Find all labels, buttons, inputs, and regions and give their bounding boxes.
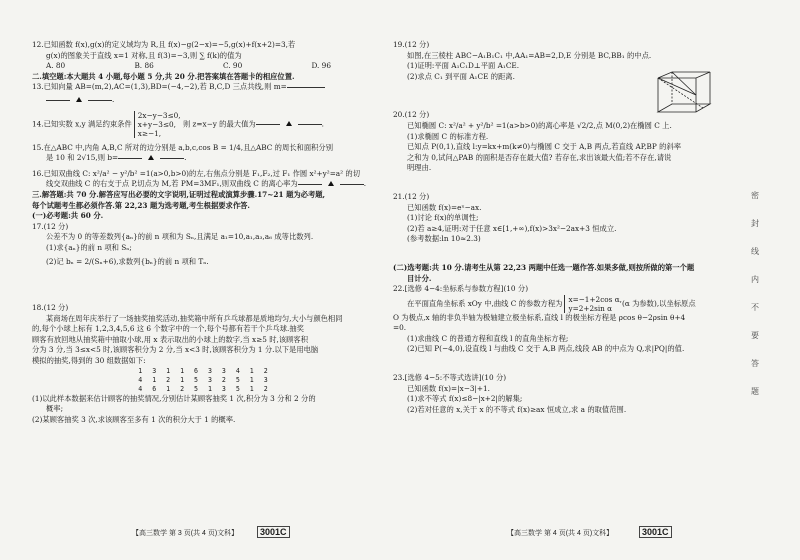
constraint-3: x≥−1,	[137, 128, 162, 138]
question-14: 14.已知实数 x,y 满足约束条件 2x−y−3≤0, x+y−3≤0, x≥−1, 则 z=x−y 的最大值为 .	[32, 110, 324, 138]
margin-char: 题	[751, 387, 759, 396]
parametric-system	[564, 295, 622, 313]
question-22-polar-end: =0.	[393, 323, 407, 333]
binding-margin	[748, 40, 766, 520]
triangle-icon	[76, 97, 82, 102]
question-18-stem-3: 顾客有放回地从抽奖箱中抽取小球,用 x 表示取出的小球上的数字,当 x≥5 时,该顾客积	[32, 334, 309, 344]
spacer	[32, 285, 377, 303]
question-21-part2: (2)若 a≥4,证明:对于任意 x∈[1,+∞),f(x)>3x²−2ax+3 恒成立.	[407, 223, 617, 233]
question-13	[32, 82, 377, 93]
question-18-header: 18.(12 分)	[32, 303, 69, 313]
question-21-part1: (1)讨论 f(x)的单调性;	[407, 213, 479, 223]
section-3-heading: 三.解答题:共 70 分.解答应写出必要的文字说明,证明过程或演算步骤.17~21 题为必考题,	[32, 189, 326, 199]
question-19-stem: 如图,在三棱柱 ABC−A₁B₁C₁ 中,AA₁=AB=2,D,E 分别是 BC,BB₁ 的中点.	[407, 50, 652, 60]
question-20-stem: 已知椭圆 C: x²/a² + y²/b² =1(a>b>0)的离心率是 √2/2,点 M(0,2)在椭圆 C 上.	[407, 120, 672, 130]
spacer	[32, 267, 377, 285]
question-22-part1: (1)求曲线 C 的普通方程和直线 l 的直角坐标方程;	[407, 333, 569, 343]
triangle-icon	[328, 181, 334, 186]
prism-figure	[652, 70, 716, 120]
question-16-tail: 线交双曲线 C 的右支于点 P,切点为 M,若 PM=3MF₁,则双曲线 C 的离心率为	[46, 179, 298, 189]
question-15: 15.在△ABC 中,内角 A,B,C 所对的边分别是 a,b,c,cos B = 1/4,且△ABC 的周长和面积分别	[32, 142, 334, 152]
question-19-part1: (1)证明:平面 A₁C₁D⊥平面 A₁CE.	[407, 61, 520, 71]
question-14-tail: 则 z=x−y 的最大值为	[182, 119, 256, 129]
answer-blank	[340, 184, 364, 185]
question-20-part2-end: 明理由.	[407, 163, 432, 173]
constraint-system	[134, 111, 181, 138]
exam-code: 3001C	[257, 526, 290, 538]
question-16: 16.已知双曲线 C: x²/a² − y²/b² =1(a>0,b>0)的左,右焦点分别是 F₁,F₂,过 F₁ 作圆 x²+y²=a² 的切	[32, 168, 360, 178]
answer-blank	[46, 100, 70, 101]
margin-char: 要	[751, 331, 759, 340]
margin-char: 答	[751, 359, 759, 368]
question-23-header: 23.[选修 4−5:不等式选讲](10 分)	[393, 373, 507, 383]
question-17-part1: (1)求{aₙ}的前 n 项和 Sₙ;	[46, 242, 132, 252]
question-13-blank-line: .	[32, 95, 377, 106]
question-22-stem	[393, 295, 711, 313]
spacer	[393, 245, 711, 263]
question-18-part1: (1)以此样本数据来估计顾客的抽奖情况,分别估计某顾客抽奖 1 次,积分为 3 分和 2 分的	[32, 393, 316, 403]
answer-blank	[88, 100, 112, 101]
answer-blank	[298, 184, 322, 185]
margin-char: 线	[751, 247, 759, 256]
prism-base	[658, 104, 710, 112]
option-a: A. 80	[46, 61, 66, 71]
answer-blank	[160, 158, 184, 159]
data-table	[32, 367, 377, 394]
question-13-text: 13.已知向量 AB=(m,2),AC=(1,3),BD=(−4,−2),若 B,C,D 三点共线,则 m=	[32, 82, 287, 92]
question-19-header: 19.(12 分)	[393, 40, 430, 49]
question-21-header: 21.(12 分)	[393, 191, 430, 201]
question-21-note: (参考数据:ln 10≈2.3)	[407, 234, 481, 244]
question-17-part2: (2)记 bₙ = 2/(Sₙ+6),求数列{bₙ}的前 n 项和 Tₙ.	[46, 256, 209, 266]
margin-char: 不	[751, 303, 759, 312]
question-16-cont: 线交双曲线 C 的右支于点 P,切点为 M,若 PM=3MF₁,则双曲线 C 的离心率为 .	[46, 179, 367, 189]
question-19-part2: (2)求点 C₁ 到平面 A₁CE 的距离.	[407, 71, 515, 81]
page-3	[32, 40, 377, 555]
margin-char: 内	[751, 275, 759, 284]
question-20-header: 20.(12 分)	[393, 110, 430, 120]
question-18-stem-4: 分为 3 分,当 3≤x<5 时,该顾客积分为 2 分,当 x<3 时,该顾客积分为 1 分.以下是用电脑	[32, 345, 319, 355]
exam-code: 3001C	[639, 526, 672, 538]
constraint-2: x+y−3≤0,	[137, 119, 176, 129]
margin-char: 密	[751, 191, 759, 200]
answer-blank	[256, 124, 280, 125]
question-12: 12.已知函数 f(x),g(x)的定义域均为 R,且 f(x)−g(2−x)=−5,g(x)+f(x+2)=3,若	[32, 40, 296, 49]
spacer	[393, 174, 711, 192]
question-17-header: 17.(12 分)	[32, 221, 69, 231]
question-15-cont: 是 10 和 2√15,则 b= .	[46, 153, 187, 163]
question-23-part2: (2)若对任意的 x,关于 x 的不等式 f(x)≥ax 恒成立,求 a 的取值范围.	[407, 404, 627, 414]
data-row: 1 3 1 1 6 3 3 4 1 2	[138, 366, 271, 375]
answer-blank	[287, 87, 325, 88]
question-22-part2: (2)已知 P(−4,0),设直线 l 与曲线 C 交于 A,B 两点,线段 AB 的中点为 Q,求|PQ|的值.	[407, 344, 685, 354]
footer-page-3: 【高三数学 第 3 页(共 4 页)文科】	[132, 530, 239, 537]
margin-char: 封	[751, 219, 759, 228]
param-y: y=2+2sin α	[568, 303, 613, 313]
section-3-heading-cont: 每个试题考生都必须作答.第 22,23 题为选考题,考生根据要求作答.	[32, 200, 250, 210]
question-12-cont: g(x)的图象关于直线 x=1 对称,且 f(3)=−3,则 ∑ f(k)的值为	[46, 50, 242, 60]
triangle-icon	[286, 121, 292, 126]
answer-blank	[118, 158, 142, 159]
question-18-stem-2: 的,每个小球上标有 1,2,3,4,5,6 这 6 个数字中的一个,每个号都有若干个乒乓球.抽奖	[32, 324, 304, 334]
question-21-stem: 已知函数 f(x)=eˣ−ax.	[407, 202, 482, 212]
question-18-part1-cont: 概率;	[46, 404, 64, 414]
prism-diagonal	[658, 78, 696, 95]
data-row: 4 6 1 2 5 1 3 5 1 2	[138, 384, 271, 393]
prism-top	[658, 72, 710, 78]
question-20-part2: 已知点 P(0,1),直线 l:y=kx+m(k≠0)与椭圆 C 交于 A,B 两点,若直线 AP,BP 的斜率	[407, 142, 682, 152]
option-d: D. 96	[311, 61, 331, 71]
footer-page-4: 【高三数学 第 4 页(共 4 页)文科】	[507, 530, 614, 537]
question-12-options	[32, 61, 377, 72]
question-20-part1: (1)求椭圆 C 的标准方程.	[407, 131, 489, 141]
option-c: C. 90	[222, 61, 243, 71]
answer-blank	[298, 124, 322, 125]
section-2-heading: 二.填空题:本大题共 4 小题,每小题 5 分,共 20 分.把答案填在答题卡的相应位置.	[32, 71, 295, 81]
constraint-1: 2x−y−3≤0,	[137, 110, 181, 120]
question-22-text-2: (α 为参数),以坐标原点	[622, 298, 696, 308]
subsection-optional-cont: 目计分.	[407, 273, 432, 283]
question-15-tail: 是 10 和 2√15,则 b=	[46, 153, 119, 163]
triangle-icon	[148, 155, 154, 160]
question-23-stem: 已知函数 f(x)=|x−3|+1.	[407, 383, 490, 393]
subsection-required: (一)必考题:共 60 分.	[32, 211, 104, 221]
question-20-part2-cont: 之和为 0,试问△PAB 的面积是否存在最大值? 若存在,求出该最大值;若不存在,请说	[407, 152, 672, 162]
option-b: B. 86	[134, 61, 154, 71]
question-18-stem-1: 某商场在周年庆举行了一场抽奖抽奖活动,抽奖箱中所有乒乓球都是质地均匀,大小与颜色相同	[46, 313, 343, 323]
prism-diagonal	[672, 72, 696, 95]
question-14-text: 14.已知实数 x,y 满足约束条件	[32, 119, 132, 129]
subsection-optional: (二)选考题:共 10 分.请考生从第 22,23 两题中任选一题作答.如果多做,则按所做的第一个题	[393, 262, 695, 272]
param-x: x=−1+2cos α,	[568, 294, 622, 304]
question-17-stem: 公差不为 0 的等差数列{aₙ}的前 n 项和为 Sₙ,且满足 a₁=10,a₁,a₃,a₆ 成等比数列.	[46, 232, 314, 242]
question-18-stem-5: 模拟的抽奖,得到的 30 组数据如下:	[32, 356, 146, 366]
question-22-text: 在平面直角坐标系 xOy 中,曲线 C 的参数方程为	[407, 298, 563, 308]
question-22-polar: O 为极点,x 轴的非负半轴为极轴建立极坐标系,直线 l 的极坐标方程是 ρcos θ−2ρsin θ+4	[393, 312, 686, 322]
data-row: 4 1 2 1 5 3 2 5 1 3	[138, 375, 271, 384]
question-23-part1: (1)求不等式 f(x)≤8−|x+2|的解集;	[407, 394, 523, 404]
spacer	[393, 355, 711, 373]
question-22-header: 22.[选修 4−4:坐标系与参数方程](10 分)	[393, 284, 529, 294]
question-18-part2: (2)某顾客抽奖 3 次,求该顾客至多有 1 次的积分大于 1 的概率.	[32, 414, 236, 424]
